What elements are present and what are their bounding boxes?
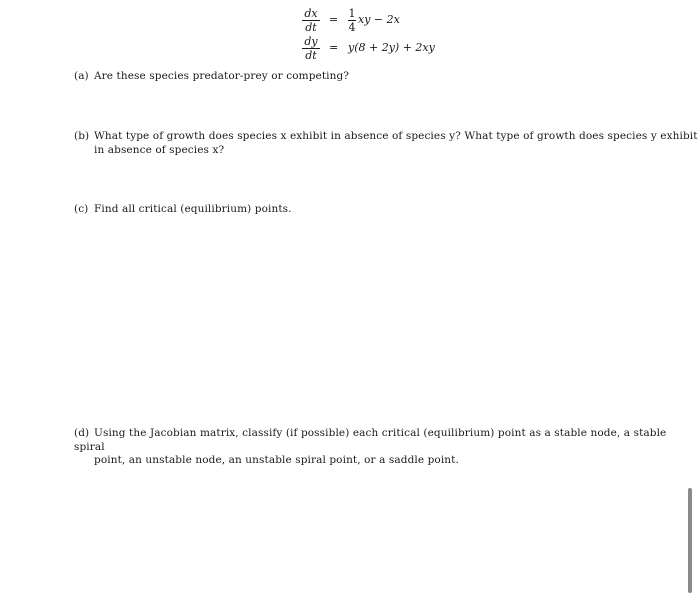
eq1-rhs-denominator: 4	[348, 21, 356, 34]
question-d-line2: point, an unstable node, an unstable spiral point, or a saddle point.	[94, 454, 459, 466]
vertical-scrollbar[interactable]	[688, 488, 692, 593]
eq1-lhs-denominator: dt	[305, 21, 317, 34]
question-c-text: Find all critical (equilibrium) points.	[94, 203, 292, 215]
question-c	[74, 203, 292, 217]
eq1-lhs	[302, 8, 320, 33]
question-a-text: Are these species predator-prey or competing?	[94, 70, 350, 82]
question-a	[74, 70, 349, 84]
question-c-tag: (c)	[74, 203, 89, 215]
eq2-equals-sign: =	[329, 41, 339, 54]
eq1-equals-sign: =	[329, 13, 339, 26]
eq1-rhs-numerator: 1	[348, 7, 356, 20]
question-b-line1: What type of growth does species x exhibit in absence of species y? What type of growth does species y exhibit	[94, 130, 698, 142]
eq1-rhs-rest: xy − 2x	[358, 13, 400, 26]
question-b-line2: in absence of species x?	[94, 143, 225, 156]
question-a-tag: (a)	[74, 70, 89, 82]
eq2-rhs: y(8 + 2y) + 2xy	[348, 41, 435, 54]
question-d-tag: (d)	[74, 427, 90, 439]
eq2-lhs-denominator: dt	[305, 49, 317, 62]
eq1-rhs-fraction	[348, 8, 356, 33]
question-b-tag: (b)	[74, 130, 90, 142]
eq2-lhs	[302, 36, 320, 61]
eq1-lhs-numerator: dx	[304, 7, 318, 20]
question-b	[74, 130, 698, 157]
question-d-line1: Using the Jacobian matrix, classify (if possible) each critical (equilibrium) point as a stable node, a stable spiral	[74, 427, 667, 453]
eq2-lhs-numerator: dy	[304, 35, 318, 48]
question-d	[74, 427, 700, 468]
